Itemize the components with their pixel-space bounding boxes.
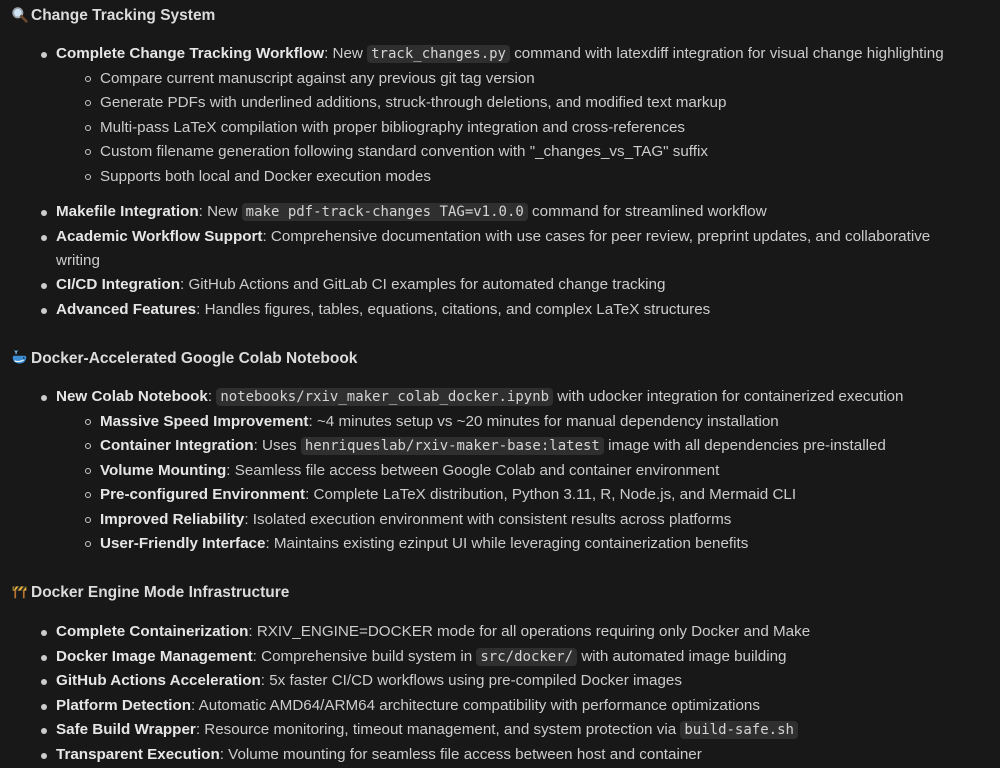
bullet <box>85 517 91 523</box>
item-text: Custom filename generation following standard convention with "_changes_vs_TAG" suffix <box>100 143 708 160</box>
item-text: Multi-pass LaTeX compilation with proper bibliography integration and cross-references <box>100 119 686 136</box>
item-text: : Comprehensive build system in <box>252 648 477 665</box>
section-heading-change-tracking <box>11 4 215 29</box>
inline-code: track_changes.py <box>367 45 510 63</box>
bullet <box>85 149 91 155</box>
item-label: Advanced Features <box>56 301 197 318</box>
sub-list-item <box>100 140 708 165</box>
sub-list-item <box>100 434 886 459</box>
item-text: Supports both local and Docker execution modes <box>100 168 431 185</box>
item-text: Generate PDFs with underlined additions, struck-through deletions, and modified text markup <box>100 94 727 111</box>
item-label: Platform Detection <box>56 697 192 714</box>
item-text: : 5x faster CI/CD workflows using pre-compiled Docker images <box>260 672 682 689</box>
item-label: Safe Build Wrapper <box>56 721 196 738</box>
list-item <box>56 669 682 694</box>
item-label: Makefile Integration <box>56 203 199 220</box>
sub-list-item <box>100 165 431 190</box>
item-label: Complete Change Tracking Workflow <box>56 45 325 62</box>
item-text: : ~4 minutes setup vs ~20 minutes for manual dependency installation <box>308 413 779 430</box>
item-label: Docker Image Management <box>56 648 253 665</box>
item-label: CI/CD Integration <box>56 276 181 293</box>
inline-code: src/docker/ <box>476 648 577 666</box>
bullet <box>41 753 47 759</box>
section-heading-colab <box>11 347 357 372</box>
list-item <box>56 743 702 768</box>
whale-icon <box>11 349 28 366</box>
bullet <box>41 655 47 661</box>
bullet <box>85 125 91 131</box>
construction-icon <box>11 583 28 600</box>
bullet <box>85 492 91 498</box>
item-label: Complete Containerization <box>56 623 249 640</box>
bullet <box>85 76 91 82</box>
bullet <box>41 52 47 58</box>
item-text: : Uses <box>253 437 301 454</box>
magnifying-glass-icon <box>11 6 28 23</box>
sub-list-item <box>100 532 748 557</box>
item-text: with automated image building <box>577 648 787 665</box>
list-item <box>56 645 786 670</box>
item-text: : GitHub Actions and GitLab CI examples for automated change tracking <box>180 276 666 293</box>
sub-list-item <box>100 483 796 508</box>
item-text: : Isolated execution environment with consistent results across platforms <box>244 511 732 528</box>
list-item <box>56 620 810 645</box>
item-label: New Colab Notebook <box>56 388 208 405</box>
bullet <box>41 679 47 685</box>
sub-list-item <box>100 116 685 141</box>
list-item <box>56 385 903 410</box>
item-label: GitHub Actions Acceleration <box>56 672 261 689</box>
item-text: : Automatic AMD64/ARM64 architecture compatibility with performance optimizations <box>191 697 760 714</box>
bullet <box>85 174 91 180</box>
inline-code: notebooks/rxiv_maker_colab_docker.ipynb <box>216 388 553 406</box>
item-text: command with latexdiff integration for visual change highlighting <box>509 45 944 62</box>
item-text: : <box>207 388 217 405</box>
item-text: : Handles figures, tables, equations, citations, and complex LaTeX structures <box>196 301 711 318</box>
list-item <box>56 200 767 225</box>
item-label: Improved Reliability <box>100 511 245 528</box>
bullet <box>41 210 47 216</box>
inline-code: make pdf-track-changes TAG=v1.0.0 <box>242 203 528 221</box>
bullet <box>85 443 91 449</box>
section-heading-docker-engine <box>11 581 289 606</box>
item-text: : Comprehensive documentation with use cases for peer review, preprint updates, and collaborative <box>262 228 931 245</box>
inline-code: henriqueslab/rxiv-maker-base:latest <box>301 437 604 455</box>
item-text: : New <box>198 203 242 220</box>
item-text: : Complete LaTeX distribution, Python 3.11, R, Node.js, and Mermaid CLI <box>305 486 797 503</box>
item-label: Massive Speed Improvement <box>100 413 309 430</box>
bullet <box>85 468 91 474</box>
item-label: Academic Workflow Support <box>56 228 263 245</box>
bullet <box>41 630 47 636</box>
bullet <box>41 728 47 734</box>
item-label: User-Friendly Interface <box>100 535 266 552</box>
bullet <box>85 419 91 425</box>
sub-list-item <box>100 508 731 533</box>
inline-code: build-safe.sh <box>680 721 798 739</box>
bullet <box>41 704 47 710</box>
item-text: : Volume mounting for seamless file access between host and container <box>219 746 702 763</box>
bullet <box>41 283 47 289</box>
list-item <box>56 273 665 298</box>
item-text: : RXIV_ENGINE=DOCKER mode for all operations requiring only Docker and Make <box>248 623 811 640</box>
section-title: Docker Engine Mode Infrastructure <box>31 584 290 601</box>
sub-list-item <box>100 410 779 435</box>
item-text: command for streamlined workflow <box>527 203 767 220</box>
list-item <box>56 42 944 67</box>
bullet <box>41 308 47 314</box>
item-label: Container Integration <box>100 437 254 454</box>
item-text-continued: writing <box>56 252 100 269</box>
sub-list-item <box>100 91 726 116</box>
item-text: Compare current manuscript against any previous git tag version <box>100 70 535 87</box>
list-item <box>56 718 798 743</box>
bullet <box>85 100 91 106</box>
item-text: with udocker integration for containerized execution <box>553 388 904 405</box>
section-title: Docker-Accelerated Google Colab Notebook <box>31 350 358 367</box>
list-item <box>56 694 760 719</box>
item-label: Volume Mounting <box>100 462 227 479</box>
item-text: : New <box>324 45 368 62</box>
bullet <box>41 235 47 241</box>
item-label: Transparent Execution <box>56 746 220 763</box>
sub-list-item <box>100 459 719 484</box>
item-text: : Maintains existing ezinput UI while leveraging containerization benefits <box>265 535 749 552</box>
item-text: : Seamless file access between Google Colab and container environment <box>226 462 720 479</box>
item-text: image with all dependencies pre-installed <box>603 437 886 454</box>
bullet <box>41 395 47 401</box>
list-item <box>56 225 930 250</box>
section-title: Change Tracking System <box>31 7 216 24</box>
item-text: : Resource monitoring, timeout management, and system protection via <box>195 721 681 738</box>
sub-list-item <box>100 67 535 92</box>
bullet <box>85 541 91 547</box>
list-item <box>56 298 710 323</box>
item-label: Pre-configured Environment <box>100 486 306 503</box>
